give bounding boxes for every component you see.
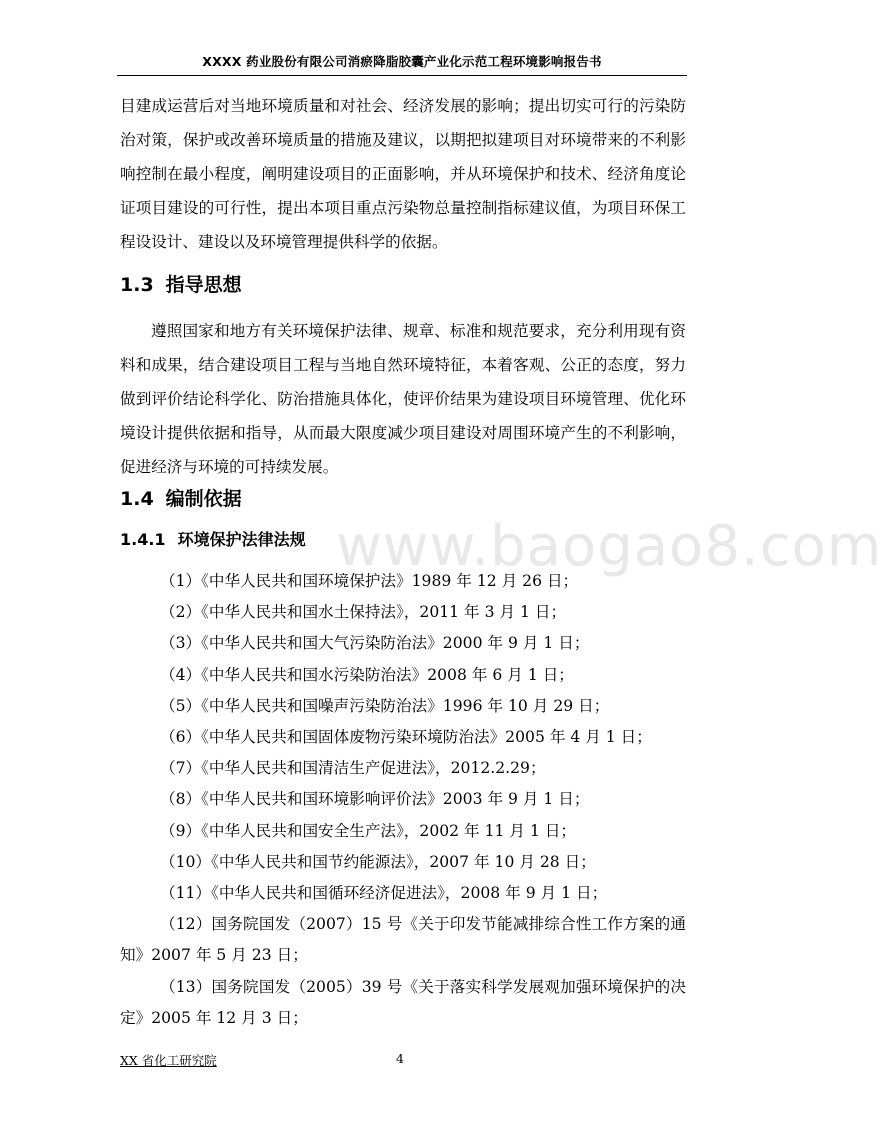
section-1-4-1-title: 环境保护法律法规	[177, 530, 306, 549]
section-1-4-number: 1.4	[120, 488, 154, 510]
list-item: （8）《中华人民共和国环境影响评价法》2003 年 9 月 1 日；	[160, 790, 590, 809]
list-item: （13）国务院国发（2005）39 号《关于落实科学发展观加强环境保护的决定》2005 年 12 月 3 日；	[120, 977, 686, 1027]
section-1-4-1-heading	[120, 527, 306, 550]
page-header	[117, 49, 687, 76]
list-item: （10）《中华人民共和国节约能源法》，2007 年 10 月 28 日；	[160, 852, 596, 871]
section-1-3-number: 1.3	[120, 274, 154, 296]
header-title: XXXX 药业股份有限公司消瘀降脂胶囊产业化示范工程环境影响报告书	[202, 54, 602, 69]
intro-paragraph: 目建成运营后对当地环境质量和对社会、经济发展的影响；提出切实可行的污染防治对策，保护或改善环境质量的措施及建议，以期把拟建项目对环境带来的不利影响控制在最小程度，阐明建设项目的正面影响，并从环境保护和技术、经济角度论证项目建设的可行性，提出本项目重点污染物总量控制指标建议值，为项目环保工程设设计、建设以及环境管理提供科学的依据。	[120, 97, 686, 251]
list-item: （12）国务院国发（2007）15 号《关于印发节能减排综合性工作方案的通知》2007 年 5 月 23 日；	[120, 915, 686, 965]
section-1-4-heading	[120, 484, 242, 511]
list-item: （4）《中华人民共和国水污染防治法》2008 年 6 月 1 日；	[160, 665, 574, 684]
section-1-3-title: 指导思想	[165, 274, 242, 296]
list-item: （11）《中华人民共和国循环经济促进法》，2008 年 9 月 1 日；	[160, 884, 608, 903]
guiding-principles-paragraph: 遵照国家和地方有关环境保护法律、规章、标准和规范要求，充分利用现有资料和成果，结合建设项目工程与当地自然环境特征，本着客观、公正的态度，努力做到评价结论科学化、防治措施具体化，使评价结果为建设项目环境管理、优化环境设计提供依据和指导，从而最大限度减少项目建设对周围环境产生的不利影响，促进经济与环境的可持续发展。	[120, 322, 686, 476]
list-item: （7）《中华人民共和国清洁生产促进法》，2012.2.29；	[160, 759, 546, 778]
list-item: （6）《中华人民共和国固体废物污染环境防治法》2005 年 4 月 1 日；	[160, 728, 652, 747]
watermark: www.baogao8.com	[336, 514, 882, 579]
list-item: （5）《中华人民共和国噪声污染防治法》1996 年 10 月 29 日；	[160, 696, 610, 715]
section-1-3-heading	[120, 270, 242, 297]
list-item: （1）《中华人民共和国环境保护法》1989 年 12 月 26 日；	[160, 572, 579, 590]
list-item: （3）《中华人民共和国大气污染防治法》2000 年 9 月 1 日；	[160, 634, 590, 653]
list-item: （2）《中华人民共和国水土保持法》，2011 年 3 月 1 日；	[160, 603, 567, 622]
list-item: （9）《中华人民共和国安全生产法》，2002 年 11 月 1 日；	[160, 821, 577, 840]
law-list	[120, 566, 686, 1034]
section-1-4-title: 编制依据	[165, 488, 242, 510]
footer-organization: XX 省化工研究院	[120, 1053, 217, 1068]
page-number: 4	[396, 1051, 404, 1066]
section-1-4-1-number: 1.4.1	[120, 530, 166, 549]
